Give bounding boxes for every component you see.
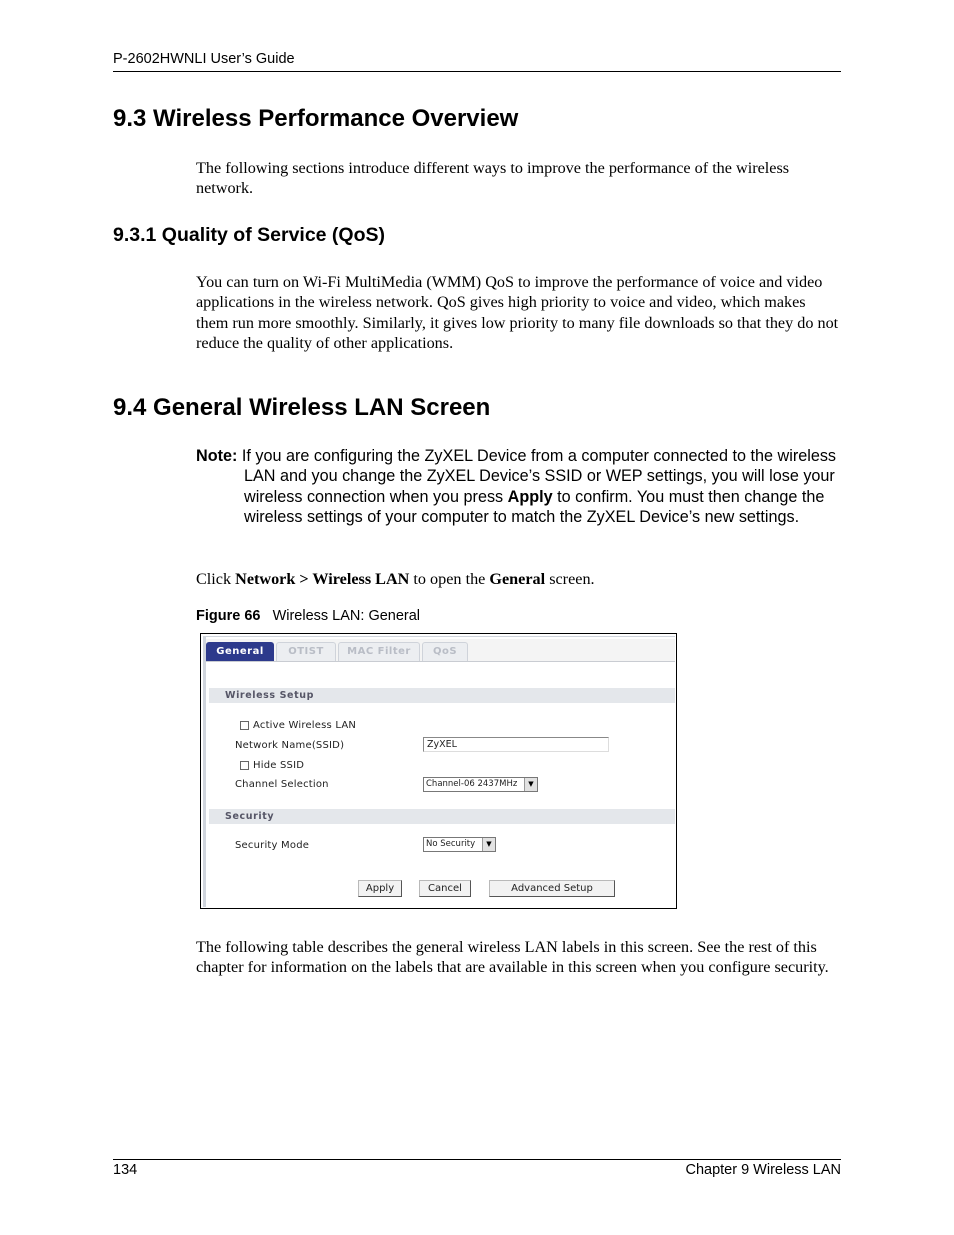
security-header: Security bbox=[209, 809, 675, 824]
figure-label: Figure 66 bbox=[196, 608, 261, 624]
section-9-3-title: 9.3 Wireless Performance Overview bbox=[113, 105, 519, 132]
chapter-footer: Chapter 9 Wireless LAN bbox=[685, 1162, 841, 1178]
active-wireless-lan-label: Active Wireless LAN bbox=[253, 720, 357, 731]
click-middle: to open the bbox=[413, 570, 486, 588]
hide-ssid-label: Hide SSID bbox=[253, 760, 305, 771]
note-text-2: to confirm. You must then change the wireless settings of your computer to match the ZyXEL Device’s new settings. bbox=[244, 487, 825, 526]
header-rule bbox=[113, 71, 841, 72]
apply-button[interactable]: Apply bbox=[358, 880, 402, 897]
note-label: Note: bbox=[196, 447, 238, 465]
tab-qos[interactable]: QoS bbox=[422, 642, 468, 661]
screen-panel bbox=[203, 636, 675, 907]
wireless-setup-header: Wireless Setup bbox=[209, 688, 675, 703]
network-name-label: Network Name(SSID) bbox=[235, 740, 345, 751]
section-9-3-intro: The following sections introduce different ways to improve the performance of the wireless network. bbox=[196, 159, 790, 198]
tab-bar bbox=[206, 639, 675, 662]
channel-selection-label: Channel Selection bbox=[235, 779, 329, 790]
after-figure-text: The following table describes the general wireless LAN labels in this screen. See the rest of this chapter for information on the labels that are available in this screen when you configure security. bbox=[196, 938, 829, 977]
active-wireless-lan-checkbox[interactable] bbox=[240, 721, 249, 730]
section-9-3-1-title: 9.3.1 Quality of Service (QoS) bbox=[113, 224, 386, 246]
page-number: 134 bbox=[113, 1162, 138, 1178]
network-name-input[interactable]: ZyXEL bbox=[423, 737, 609, 752]
click-screen: General bbox=[489, 570, 546, 588]
channel-selection-value: Channel-06 2437MHz bbox=[426, 779, 518, 789]
advanced-setup-button[interactable]: Advanced Setup bbox=[489, 880, 615, 897]
footer-rule bbox=[113, 1159, 841, 1160]
click-instruction bbox=[196, 569, 842, 589]
note-bold-apply: Apply bbox=[507, 487, 553, 506]
click-suffix: screen. bbox=[549, 570, 595, 588]
figure-title: Wireless LAN: General bbox=[272, 608, 421, 624]
chevron-down-icon: ▼ bbox=[482, 838, 495, 851]
note-block bbox=[196, 446, 842, 527]
section-9-3-1-body: You can turn on Wi-Fi MultiMedia (WMM) QoS to improve the performance of voice and video applications in the wireless network. QoS gives high priority to voice and video, which makes them run more smoothly. Similarly, it gives low priority to many file downloads so that they do not reduce the quality of other applications. bbox=[196, 273, 839, 352]
click-path: Network > Wireless LAN bbox=[235, 570, 410, 588]
tab-otist[interactable]: OTIST bbox=[276, 642, 336, 661]
security-mode-dropdown[interactable] bbox=[423, 837, 496, 852]
tab-mac-filter[interactable]: MAC Filter bbox=[338, 642, 420, 661]
channel-selection-dropdown[interactable] bbox=[423, 777, 538, 792]
chevron-down-icon: ▼ bbox=[524, 778, 537, 791]
section-9-4-title: 9.4 General Wireless LAN Screen bbox=[113, 394, 491, 421]
note-text-1: If you are configuring the ZyXEL Device from a computer connected to the wireless LAN and you change the ZyXEL Device’s SSID or WEP settings, you will lose your wireless connection when you press bbox=[241, 447, 837, 506]
cancel-button[interactable]: Cancel bbox=[419, 880, 471, 897]
security-mode-value: No Security bbox=[426, 839, 476, 849]
wireless-lan-general-screenshot bbox=[200, 633, 677, 909]
click-prefix: Click bbox=[196, 570, 232, 588]
tab-general[interactable]: General bbox=[206, 642, 274, 661]
running-header: P-2602HWNLI User’s Guide bbox=[113, 51, 295, 67]
security-mode-label: Security Mode bbox=[235, 840, 310, 851]
figure-caption bbox=[196, 608, 420, 624]
hide-ssid-checkbox[interactable] bbox=[240, 761, 249, 770]
